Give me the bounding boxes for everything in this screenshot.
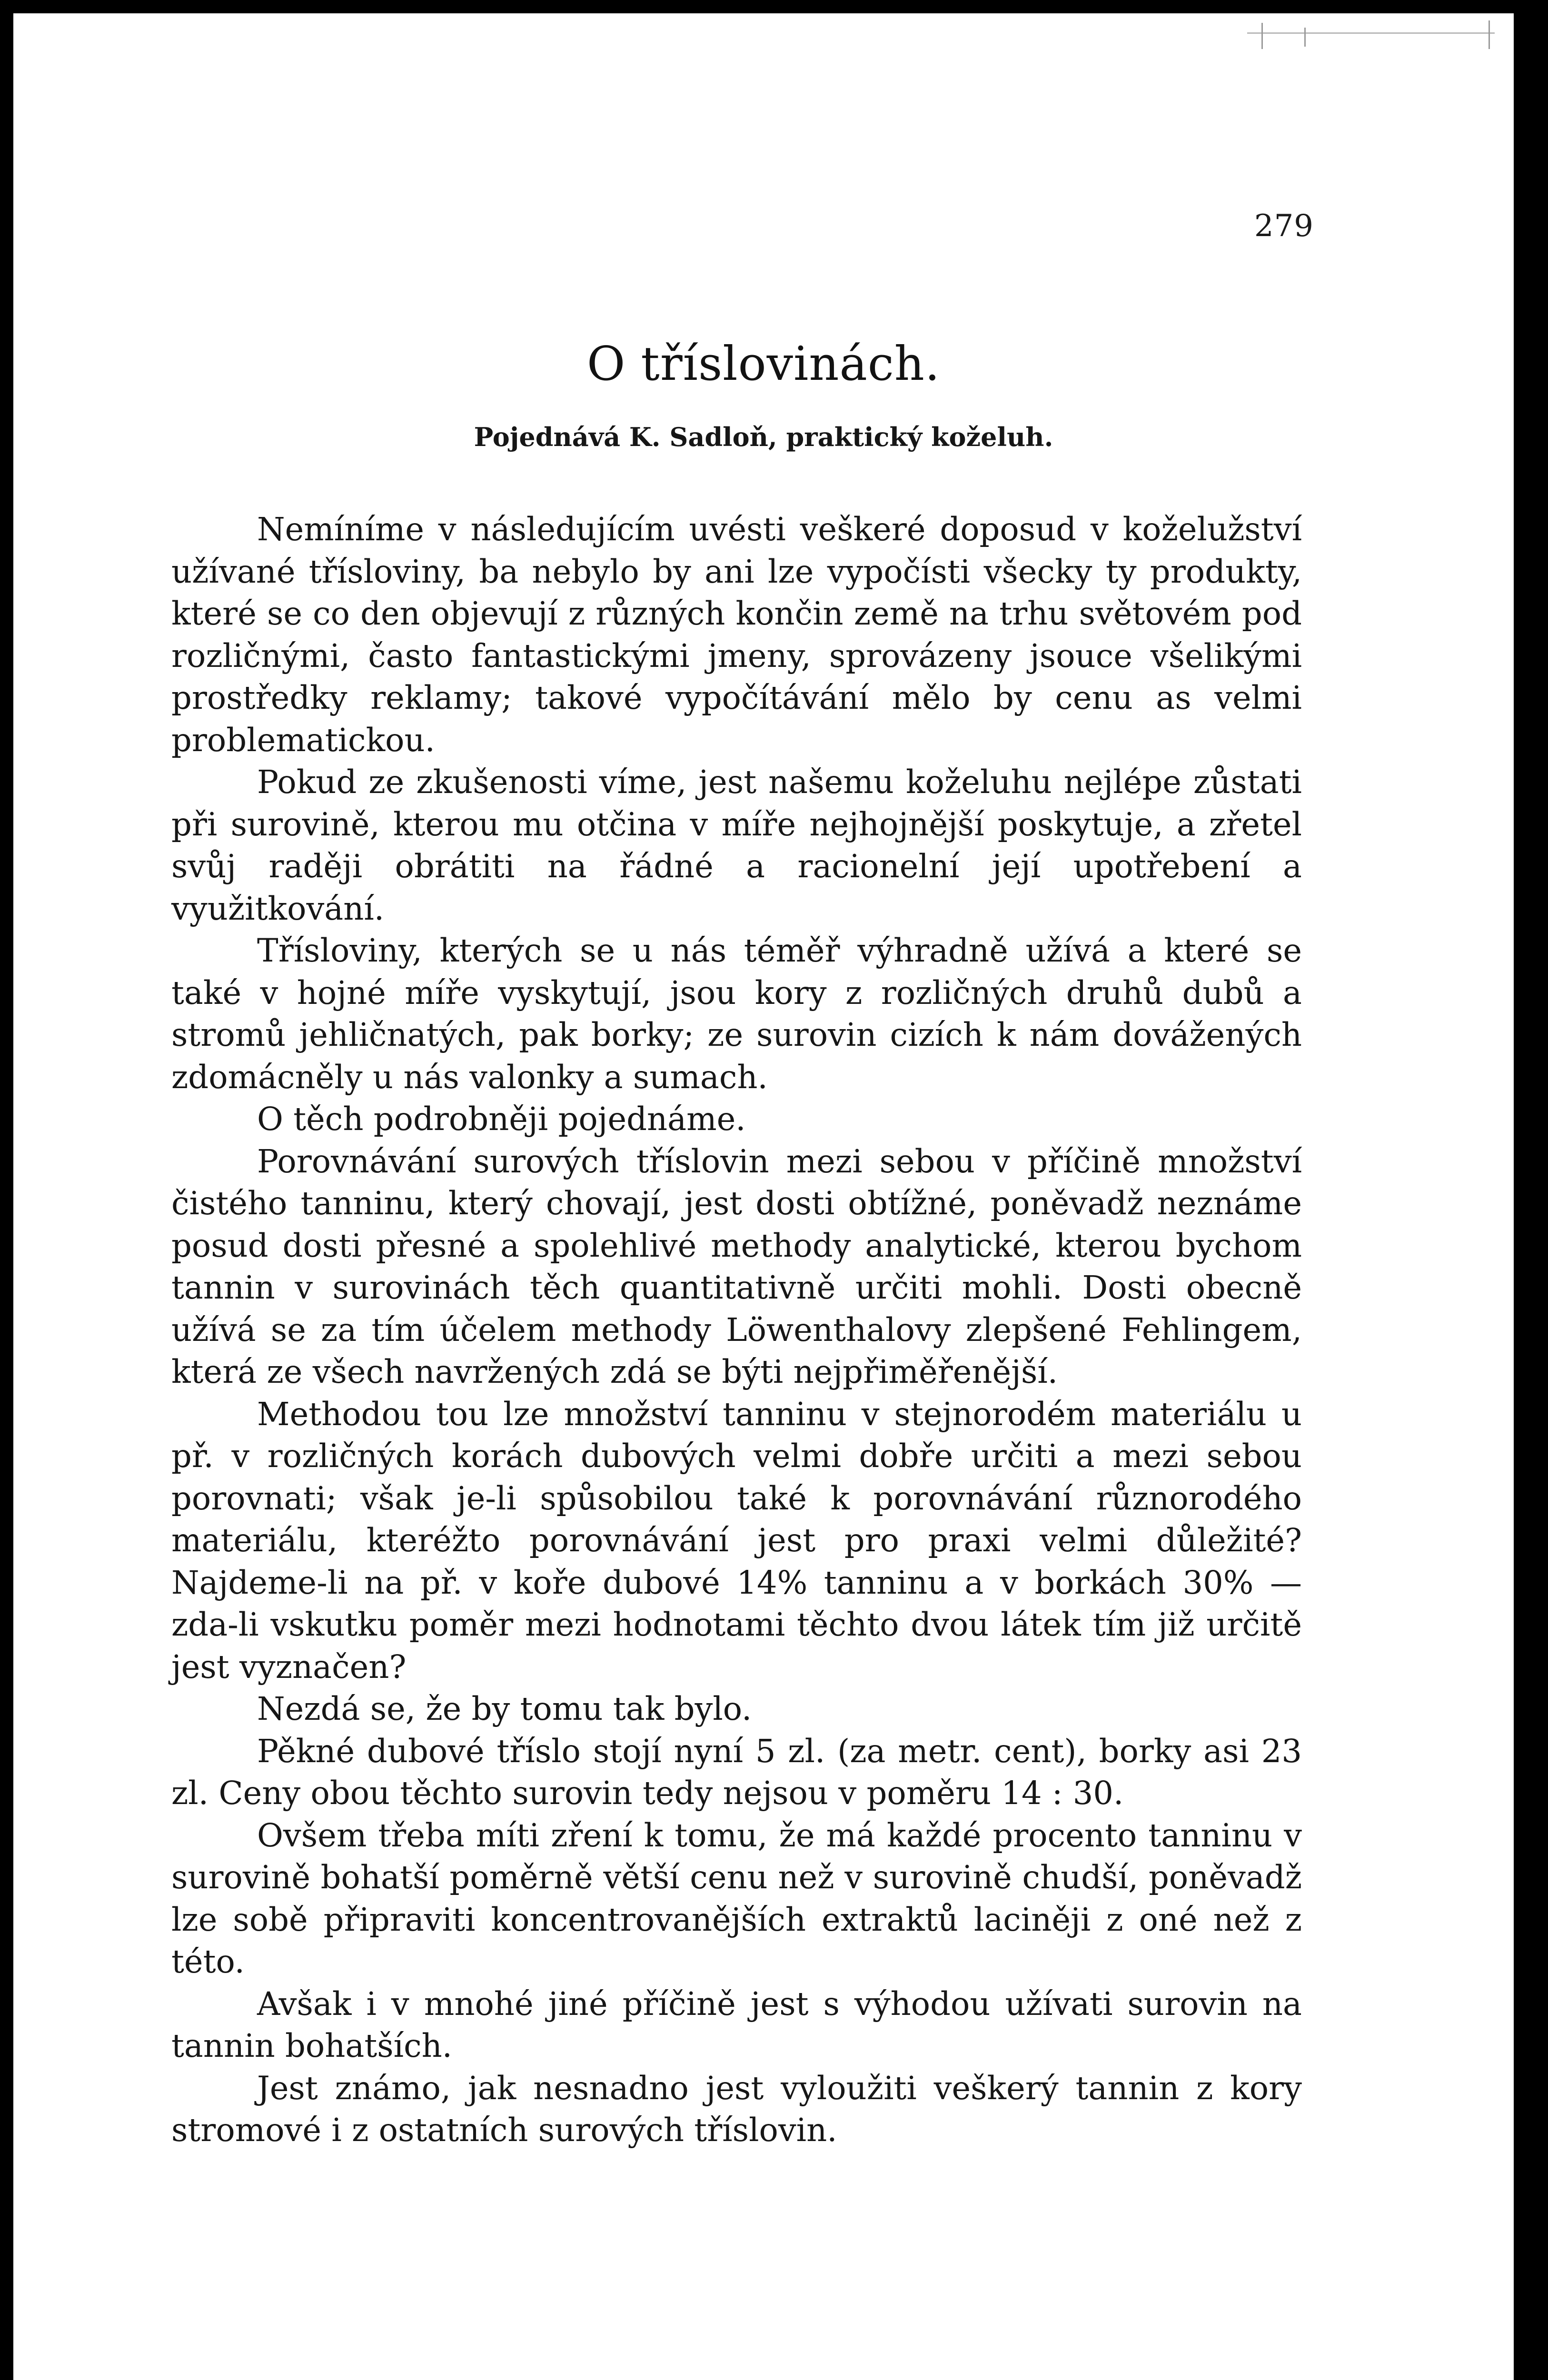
scan-edge-tick bbox=[1304, 28, 1306, 47]
paragraph: Avšak i v mnohé jiné příčině jest s výhodou užívati surovin na tannin bohatších. bbox=[171, 1985, 1302, 2064]
paragraph: Nezdá se, že by tomu tak bylo. bbox=[257, 1690, 752, 1727]
paragraph: Nemíníme v následujícím uvésti veškeré doposud v koželužství užívané třísloviny, ba nebylo by ani lze vypočísti všecky ty produkty, které se co den objevují z různých končin země na trhu světovém pod rozličnými, často fantastickými jmeny, sprovázeny jsouce všelikými prostředky reklamy; takové vypočítávání mělo by cenu as velmi problematickou. bbox=[171, 511, 1302, 759]
article-body bbox=[171, 508, 1302, 2152]
scan-edge-tick bbox=[1261, 23, 1263, 49]
paragraph: Třísloviny, kterých se u nás téměř výhradně užívá a které se také v hojné míře vyskytují, jsou kory z rozličných druhů dubů a stromů jehličnatých, pak borky; ze surovin cizích k nám dovážených zdomácněly u nás valonky a sumach. bbox=[171, 932, 1302, 1096]
scanned-page bbox=[13, 13, 1514, 2380]
scan-edge-marks bbox=[1247, 18, 1495, 47]
article-title: O tříslovinách. bbox=[586, 337, 941, 391]
paragraph: O těch podrobněji pojednáme. bbox=[257, 1101, 746, 1138]
paragraph: Pěkné dubové tříslo stojí nyní 5 zl. (za metr. cent), borky asi 23 zl. Ceny obou těchto surovin tedy nejsou v poměru 14 : 30. bbox=[171, 1732, 1302, 1812]
scan-edge-tick bbox=[1488, 20, 1490, 49]
paragraph: Methodou tou lze množství tanninu v stejnorodém materiálu u př. v rozličných korách dubových velmi dobře určiti a mezi sebou porovnati; však je-li spůsobilou také k porovnávání různorodého materiálu, kteréžto porovnávání jest pro praxi velmi důležité? Najdeme-li na př. v koře dubové 14% tanninu a v borkách 30% — zda-li vskutku poměr mezi hodnotami těchto dvou látek tím již určitě jest vyznačen? bbox=[171, 1395, 1302, 1686]
page-number: 279 bbox=[1254, 208, 1314, 244]
paragraph: Pokud ze zkušenosti víme, jest našemu koželuhu nejlépe zůstati při surovině, kterou mu otčina v míře nejhojnější poskytuje, a zřetel svůj raději obrátiti na řádné a racionelní její upotřebení a využitkování. bbox=[171, 764, 1302, 927]
scan-edge-line bbox=[1247, 32, 1495, 34]
paragraph: Jest známo, jak nesnadno jest vyloužiti veškerý tannin z kory stromové i z ostatních surových tříslovin. bbox=[171, 2069, 1302, 2149]
paragraph: Ovšem třeba míti zření k tomu, že má každé procento tanninu v surovině bohatší poměrně větší cenu než v surovině chudší, poněvadž lze sobě připraviti koncentrovanějších extraktů laciněji z oné než z této. bbox=[171, 1816, 1302, 1980]
paragraph: Porovnávání surových tříslovin mezi sebou v příčině množství čistého tanninu, který chovají, jest dosti obtížné, poněvadž neznáme posud dosti přesné a spolehlivé methody analytické, kterou bychom tannin v surovinách těch quantitativně určiti mohli. Dosti obecně užívá se za tím účelem methody Löwenthalovy zlepšené Fehlingem, která ze všech navržených zdá se býti nejpřiměřenější. bbox=[171, 1142, 1302, 1390]
article-byline: Pojednává K. Sadloň, praktický koželuh. bbox=[474, 422, 1053, 452]
